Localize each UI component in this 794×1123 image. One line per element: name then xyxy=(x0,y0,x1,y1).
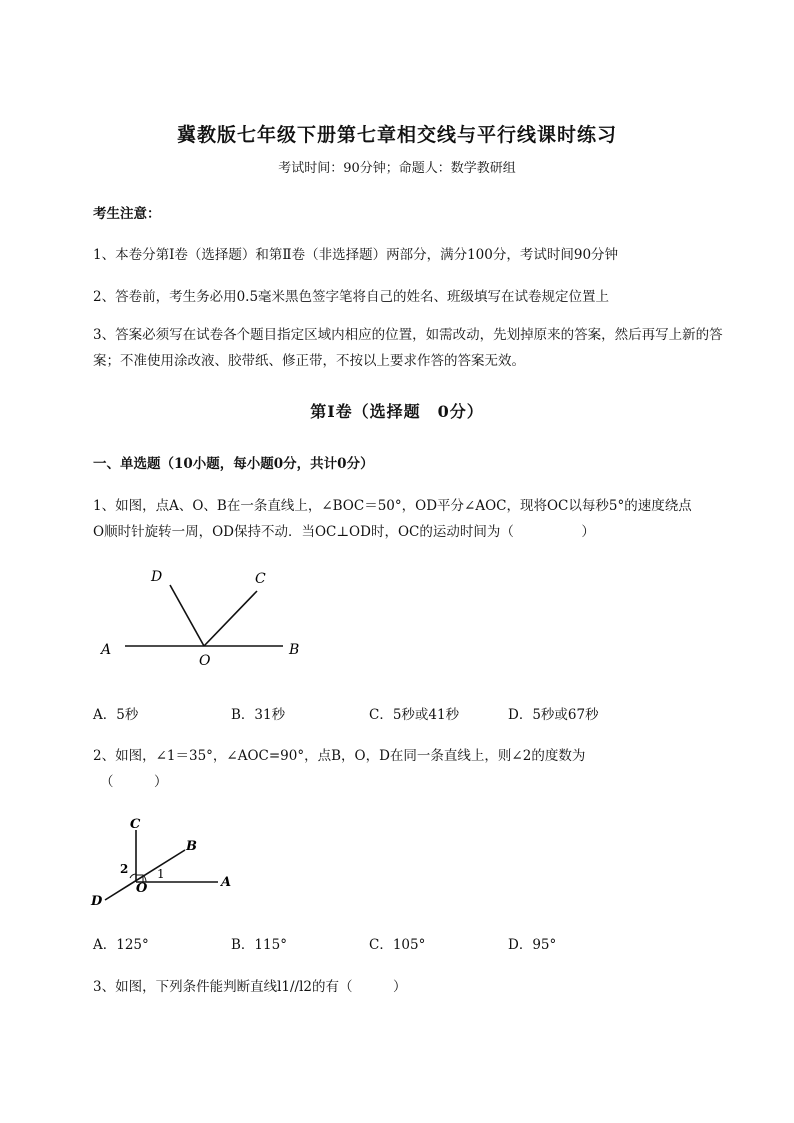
ray-od xyxy=(170,585,204,646)
label-a: A xyxy=(101,642,112,658)
label-c: C xyxy=(255,571,266,587)
ray-oc xyxy=(204,591,257,646)
question-1-option-c[interactable]: C．5秒或41秒 xyxy=(369,707,460,723)
label-angle-1: 1 xyxy=(157,867,165,881)
question-1-figure xyxy=(95,565,310,670)
label-b: B xyxy=(186,839,197,854)
notice-heading: 考生注意： xyxy=(93,206,161,222)
notice-item-2: 2、答卷前，考生务必用0.5毫米黑色签字笔将自己的姓名、班级填写在试卷规定位置上 xyxy=(93,289,610,305)
label-c: C xyxy=(130,817,141,832)
part-heading: 一、单选题（10小题，每小题0分，共计0分） xyxy=(93,456,374,472)
label-b: B xyxy=(289,642,300,658)
question-1-option-d[interactable]: D．5秒或67秒 xyxy=(508,707,599,723)
question-2-line-2: （ ） xyxy=(100,774,168,790)
notice-item-3: 3、答案必须写在试卷各个题目指定区域内相应的位置，如需改动，先划掉原来的答案，然后再写上新的答案；不准使用涂改液、胶带纸、修正带，不按以上要求作答的答案无效。 xyxy=(93,327,723,369)
section-title: 第I卷（选择题 0分） xyxy=(310,402,484,421)
label-o: O xyxy=(199,653,211,669)
question-3-line-1: 3、如图，下列条件能判断直线l1//l2的有（ ） xyxy=(93,979,407,995)
label-o: O xyxy=(136,881,148,896)
question-1-option-b[interactable]: B．31秒 xyxy=(231,707,286,723)
page-title: 冀教版七年级下册第七章相交线与平行线课时练习 xyxy=(176,124,617,146)
question-2-figure xyxy=(88,812,238,912)
label-angle-2: 2 xyxy=(120,862,129,876)
notice-item-1: 1、本卷分第I卷（选择题）和第Ⅱ卷（非选择题）两部分，满分100分，考试时间90分钟 xyxy=(93,247,619,263)
question-2-option-a[interactable]: A．125° xyxy=(93,937,149,953)
question-2-option-b[interactable]: B．115° xyxy=(231,937,287,953)
label-a: A xyxy=(221,875,232,890)
page-subtitle: 考试时间：90分钟；命题人：数学教研组 xyxy=(278,161,516,176)
label-d: D xyxy=(151,569,163,585)
question-2-line-1: 2、如图，∠1＝35°，∠AOC=90°，点B，O，D在同一条直线上，则∠2的度数为 xyxy=(93,748,586,764)
question-2-option-d[interactable]: D．95° xyxy=(508,937,557,953)
angle-2-arc xyxy=(130,874,136,878)
question-1-line-1: 1、如图，点A、O、B在一条直线上，∠BOC＝50°，OD平分∠AOC，现将OC以每秒5°的速度绕点 xyxy=(93,498,692,514)
question-1-option-a[interactable]: A．5秒 xyxy=(93,707,139,723)
label-d: D xyxy=(91,894,103,909)
question-1-line-2: O顺时针旋转一周，OD保持不动．当OC⊥OD时，OC的运动时间为（ ） xyxy=(93,524,595,540)
question-2-option-c[interactable]: C．105° xyxy=(369,937,426,953)
